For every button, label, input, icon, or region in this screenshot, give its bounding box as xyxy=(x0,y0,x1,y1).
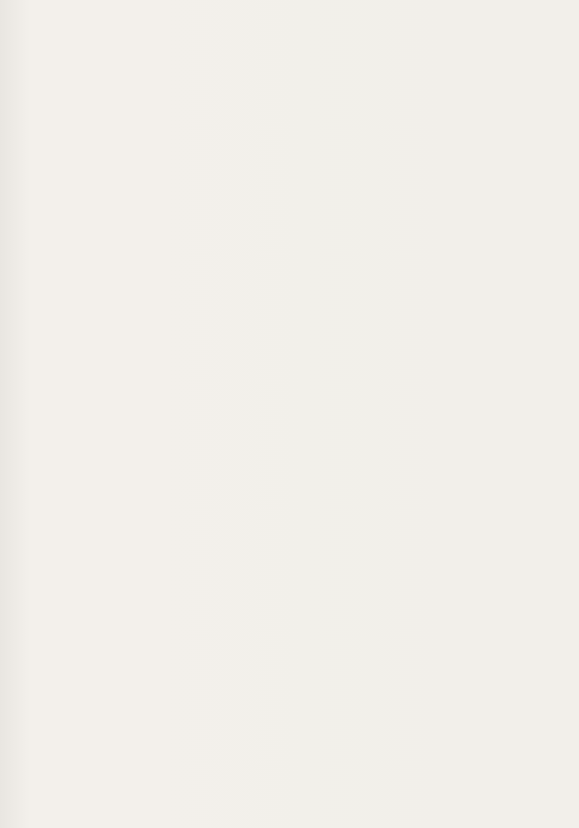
section-header xyxy=(44,12,557,36)
